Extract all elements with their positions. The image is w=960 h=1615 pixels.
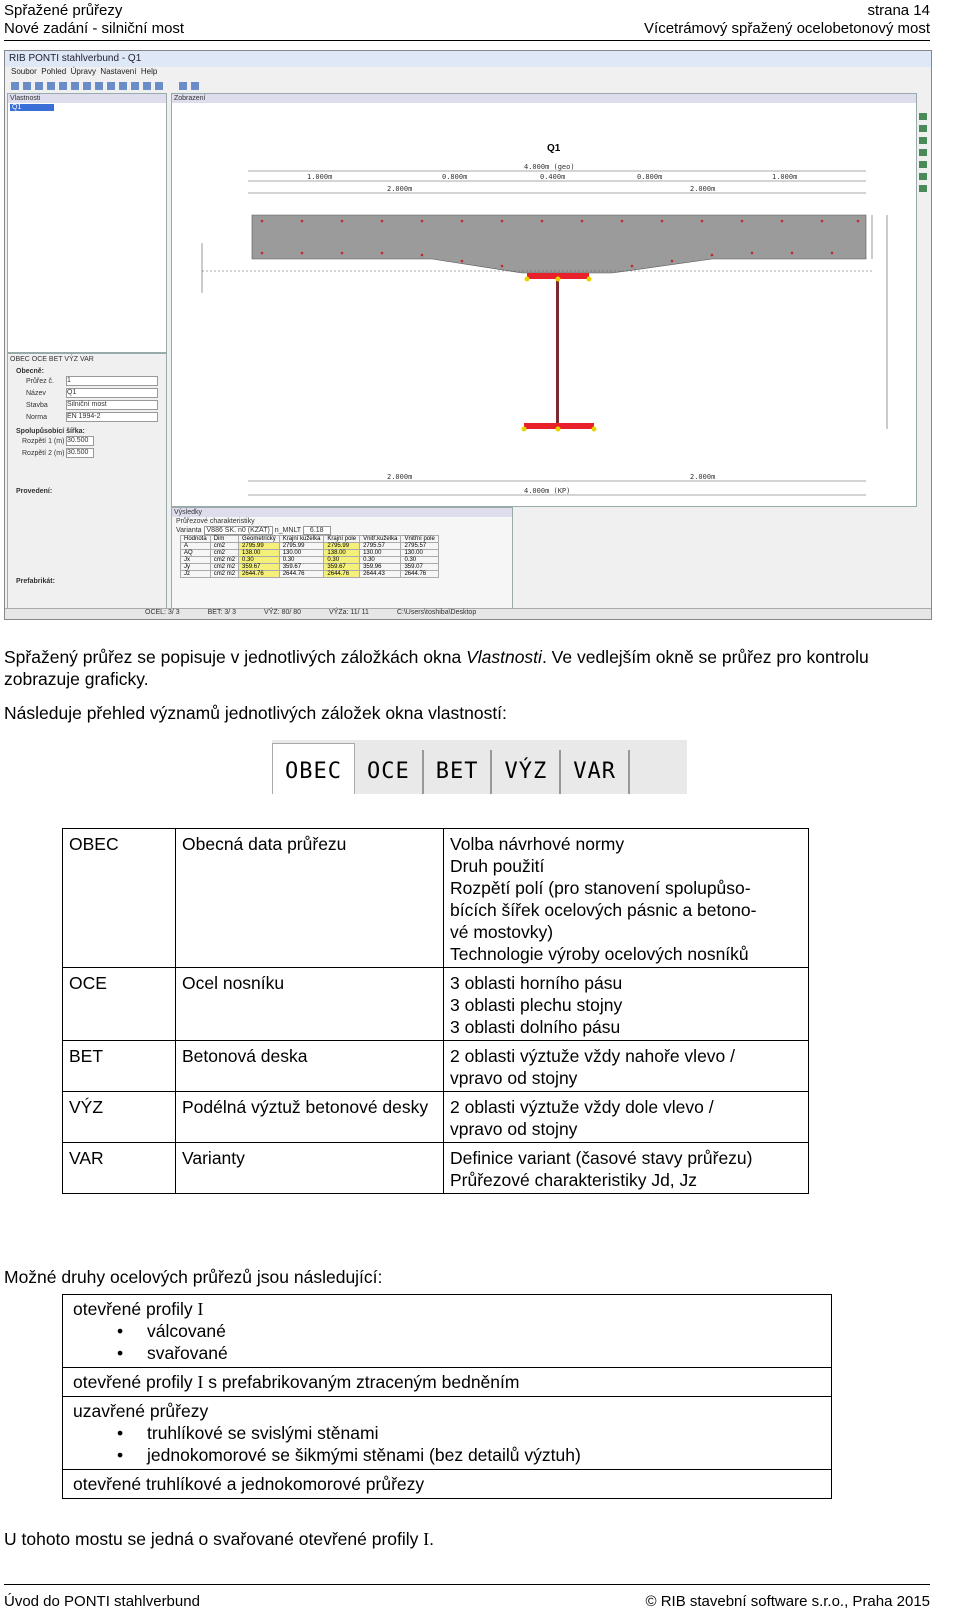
field-label: Stavba — [26, 402, 48, 409]
results-header: Hodnota — [181, 536, 211, 543]
menu-item[interactable]: Pohled — [41, 67, 67, 76]
text: U tohoto mostu se jedná o svařované otevřené profily — [4, 1529, 424, 1549]
tab-desc — [444, 829, 809, 968]
tab-name: Ocel nosníku — [176, 968, 444, 1041]
cell: 2644.76 — [279, 571, 324, 578]
table-row — [63, 1368, 832, 1397]
cell: 130.00 — [279, 550, 324, 557]
tab-obec: OBEC — [272, 743, 355, 794]
dim-label: 0.800m — [637, 173, 663, 181]
tab-bet: BET — [424, 750, 493, 794]
table-row — [63, 1295, 832, 1368]
table-row — [63, 1397, 832, 1470]
menu-bar — [5, 67, 931, 79]
text: Spřažený průřez se popisuje v jednotlivých záložkách okna — [4, 647, 467, 667]
tab-desc — [444, 1143, 809, 1194]
cell: cm2 m2 — [210, 571, 238, 578]
cell: 2644.76 — [239, 571, 280, 578]
cell: 2644.76 — [401, 571, 438, 578]
cell: 359.96 — [360, 564, 401, 571]
form-tab-bet[interactable]: BET — [48, 356, 63, 363]
cell: 359.67 — [279, 564, 324, 571]
intro-paragraph-1 — [4, 646, 930, 690]
field-name[interactable]: Q1 — [66, 388, 158, 398]
tab-name: Obecná data průřezu — [176, 829, 444, 968]
cell: 0.30 — [401, 557, 438, 564]
desc-line: vpravo od stojny — [450, 1068, 578, 1088]
dim-label: 2.000m — [387, 185, 413, 193]
desc-line: bících šířek ocelových pásnic a betono- — [450, 900, 757, 920]
results-header: Krajní pole — [324, 536, 360, 543]
field-label: Rozpětí 2 (m) — [22, 450, 65, 457]
bullet-item: • jednokomorové se šikmými stěnami (bez detailů výztuh) — [73, 1444, 821, 1466]
cell: 2795.57 — [360, 543, 401, 550]
cross-section-drawing — [172, 103, 916, 499]
types-cell — [63, 1397, 832, 1470]
dim-label: 0.800m — [442, 173, 468, 181]
cell: cm2 — [210, 543, 238, 550]
dim-label: 2.000m — [690, 473, 716, 481]
variant-label: Varianta — [176, 527, 202, 534]
desc-line: 2 oblasti výztuže vždy nahoře vlevo / — [450, 1046, 736, 1066]
results-tab[interactable]: Průřezové charakteristiky — [176, 518, 255, 525]
toolbar — [5, 79, 931, 91]
status-item: C:\Users\toshiba\Desktop — [396, 609, 477, 616]
menu-item[interactable]: Úpravy — [70, 67, 96, 76]
table-row — [181, 543, 439, 550]
cell: cm2 — [210, 550, 238, 557]
desc-line: Rozpětí polí (pro stanovení spolupůso- — [450, 878, 751, 898]
results-header-row — [181, 536, 439, 543]
cell: 2644.76 — [324, 571, 360, 578]
cell: 359.07 — [401, 564, 438, 571]
form-tab-oce[interactable]: OCE — [31, 356, 47, 363]
properties-tree-panel — [7, 93, 167, 353]
closing-paragraph — [4, 1528, 434, 1550]
tree-item-q1[interactable]: Q1 — [10, 104, 54, 111]
tab-desc — [444, 1041, 809, 1092]
text: . — [429, 1529, 434, 1549]
table-row — [181, 564, 439, 571]
emphasis: Vlastnosti — [466, 647, 542, 667]
footer-left: Úvod do PONTI stahlverbund — [4, 1593, 200, 1610]
menu-item[interactable]: Help — [140, 67, 158, 76]
text: . Ve vedlejším okně se průřez pro kontrolu zobrazuje graficky. — [4, 647, 869, 689]
tab-name: Varianty — [176, 1143, 444, 1194]
table-row — [63, 1041, 809, 1092]
tab-code: VAR — [63, 1143, 176, 1194]
n-label: n_MNLT — [274, 527, 301, 534]
tab-code: OBEC — [63, 829, 176, 968]
status-item: VÝZ: 80/ 80 — [264, 609, 302, 616]
desc-line: vé mostovky) — [450, 922, 554, 942]
web — [556, 279, 559, 423]
results-table — [180, 535, 439, 578]
table-row — [181, 557, 439, 564]
types-cell: otevřené truhlíkové a jednokomorové průřezy — [63, 1470, 832, 1499]
group-general: Obecně: — [16, 368, 45, 375]
status-item: VÝZa: 11/ 11 — [329, 609, 369, 616]
header-right-line1: strana 14 — [867, 2, 930, 19]
desc-line: 3 oblasti plechu stojny — [450, 995, 623, 1015]
cell: 359.67 — [239, 564, 280, 571]
desc-line: Druh použití — [450, 856, 545, 876]
desc-line: Volba návrhové normy — [450, 834, 625, 854]
dim-label: 1.000m — [772, 173, 798, 181]
bullet-item: • truhlíkové se svislými stěnami — [73, 1422, 821, 1444]
desc-line: 3 oblasti horního pásu — [450, 973, 623, 993]
section-types-table — [62, 1294, 832, 1499]
results-header: Geometrický — [239, 536, 280, 543]
cell: 0.30 — [279, 557, 324, 564]
menu-item[interactable]: Soubor — [11, 67, 37, 76]
cell: A — [181, 543, 211, 550]
cell: cm2 m2 — [210, 557, 238, 564]
tab-vyz: VÝZ — [492, 750, 561, 794]
form-tab-vyz[interactable]: VÝZ — [64, 356, 78, 363]
cell: Jx — [181, 557, 211, 564]
types-cell — [63, 1368, 832, 1397]
i-symbol: I — [423, 1529, 430, 1549]
field-code[interactable]: EN 1994-2 — [66, 412, 158, 422]
drawing-panel-title: Zobrazení — [172, 94, 916, 103]
footer-right: © RIB stavební software s.r.o., Praha 2015 — [645, 1593, 930, 1610]
cell: 2795.99 — [239, 543, 280, 550]
cell: AQ — [181, 550, 211, 557]
desc-line: 2 oblasti výztuže vždy dole vlevo / — [450, 1097, 714, 1117]
group-prefab: Prefabrikát: — [16, 578, 55, 585]
desc-line: Průřezové charakteristiky Jd, Jz — [450, 1170, 698, 1190]
text: otevřené profily — [73, 1299, 198, 1319]
properties-panel-title: Vlastnosti — [8, 94, 166, 103]
tab-var: VAR — [561, 750, 630, 794]
field-label: Název — [26, 390, 46, 397]
desc-line: 3 oblasti dolního pásu — [450, 1017, 621, 1037]
results-header: Krajní kuželka — [279, 536, 324, 543]
field-span-2[interactable]: 30.500 — [66, 448, 94, 458]
header-right-line2: Vícetrámový spřažený ocelobetonový most — [644, 20, 930, 37]
tab-meaning-table — [62, 828, 809, 1194]
cell: 0.30 — [360, 557, 401, 564]
types-intro: Možné druhy ocelových průřezů jsou následující: — [4, 1267, 383, 1287]
status-item: BET: 3/ 3 — [207, 609, 237, 616]
bullet-item: • svařované — [73, 1342, 821, 1364]
dim-label: 1.000m — [307, 173, 333, 181]
properties-form-panel — [7, 353, 167, 611]
footer-rule — [4, 1584, 930, 1585]
header-left-line2: Nové zadání - silniční most — [4, 20, 185, 37]
cell: 138.00 — [324, 550, 360, 557]
tab-oce: OCE — [355, 750, 424, 794]
status-item: OCEL: 3/ 3 — [145, 609, 180, 616]
n-value: 6.18 — [303, 526, 331, 535]
cell: cm2 m2 — [210, 564, 238, 571]
results-header: Vnitřní pole — [401, 536, 438, 543]
field-label: Norma — [26, 414, 48, 421]
cell: 359.67 — [324, 564, 360, 571]
type-line — [73, 1298, 821, 1320]
i-symbol: I — [197, 1372, 204, 1392]
intro-paragraph-2: Následuje přehled významů jednotlivých záložek okna vlastností: — [4, 703, 507, 723]
dim-label: 4.000m (geo) — [524, 163, 575, 171]
field-structure[interactable]: Silniční most — [66, 400, 158, 410]
tab-desc — [444, 968, 809, 1041]
cell: 2795.57 — [401, 543, 438, 550]
table-row — [181, 550, 439, 557]
table-row — [63, 829, 809, 968]
group-execution: Provedení: — [16, 488, 53, 495]
table-row — [63, 1470, 832, 1499]
dim-label: 2.000m — [690, 185, 716, 193]
form-tabs — [10, 356, 94, 363]
header-left-line1: Spřažené průřezy — [4, 2, 123, 19]
results-header: Vnitř.kuželka — [360, 536, 401, 543]
cell: Jy — [181, 564, 211, 571]
tab-code: BET — [63, 1041, 176, 1092]
field-span-1[interactable]: 30.500 — [66, 436, 94, 446]
type-line: uzavřené průřezy — [73, 1401, 209, 1421]
cell: 0.30 — [324, 557, 360, 564]
text: s prefabrikovaným ztraceným bedněním — [203, 1372, 520, 1392]
field-section-no[interactable]: 1 — [66, 376, 158, 386]
table-row — [63, 968, 809, 1041]
desc-line: Definice variant (časové stavy průřezu) — [450, 1148, 753, 1168]
dim-label: 0.400m — [540, 173, 566, 181]
text: otevřené profily — [73, 1372, 198, 1392]
header-rule — [4, 40, 930, 41]
i-symbol: I — [197, 1299, 204, 1319]
cell: 130.00 — [401, 550, 438, 557]
table-row — [181, 571, 439, 578]
cell: 130.00 — [360, 550, 401, 557]
desc-line: Technologie výroby ocelových nosníků — [450, 944, 749, 964]
menu-item[interactable]: Nastavení — [100, 67, 137, 76]
tab-code: VÝZ — [63, 1092, 176, 1143]
form-tab-obec[interactable]: OBEC — [10, 356, 30, 363]
cell: 2644.43 — [360, 571, 401, 578]
tab-name: Betonová deska — [176, 1041, 444, 1092]
side-toolbar — [917, 111, 929, 201]
cell: 138.00 — [239, 550, 280, 557]
tab-code: OCE — [63, 968, 176, 1041]
table-row — [63, 1143, 809, 1194]
form-tab-var[interactable]: VAR — [79, 356, 94, 363]
results-header: Dim — [210, 536, 238, 543]
app-screenshot — [4, 50, 932, 620]
table-row — [63, 1092, 809, 1143]
tab-name: Podélná výztuž betonové desky — [176, 1092, 444, 1143]
window-title: RIB PONTI stahlverbund - Q1 — [5, 51, 931, 67]
tab-desc — [444, 1092, 809, 1143]
variant-select[interactable]: V886 SK. n0 (KZAT) — [204, 526, 273, 535]
field-label: Rozpětí 1 (m) — [22, 438, 65, 445]
dim-label: 2.000m — [387, 473, 413, 481]
drawing-panel — [171, 93, 917, 507]
status-bar — [5, 608, 931, 619]
cell: 2795.99 — [279, 543, 324, 550]
field-label: Průřez č. — [26, 378, 55, 385]
desc-line: vpravo od stojny — [450, 1119, 578, 1139]
tab-strip-image — [272, 740, 687, 794]
section-label: Q1 — [547, 143, 561, 154]
cell: Jz — [181, 571, 211, 578]
results-title: Výsledky — [172, 508, 512, 517]
concrete-slab — [252, 215, 866, 273]
cell: 2795.99 — [324, 543, 360, 550]
group-effective-width: Spolupůsobící šířka: — [16, 428, 85, 435]
cell: 0.30 — [239, 557, 280, 564]
dim-label: 4.000m (KP) — [524, 487, 571, 495]
types-cell — [63, 1295, 832, 1368]
bullet-item: • válcované — [73, 1320, 821, 1342]
results-panel — [171, 507, 513, 609]
